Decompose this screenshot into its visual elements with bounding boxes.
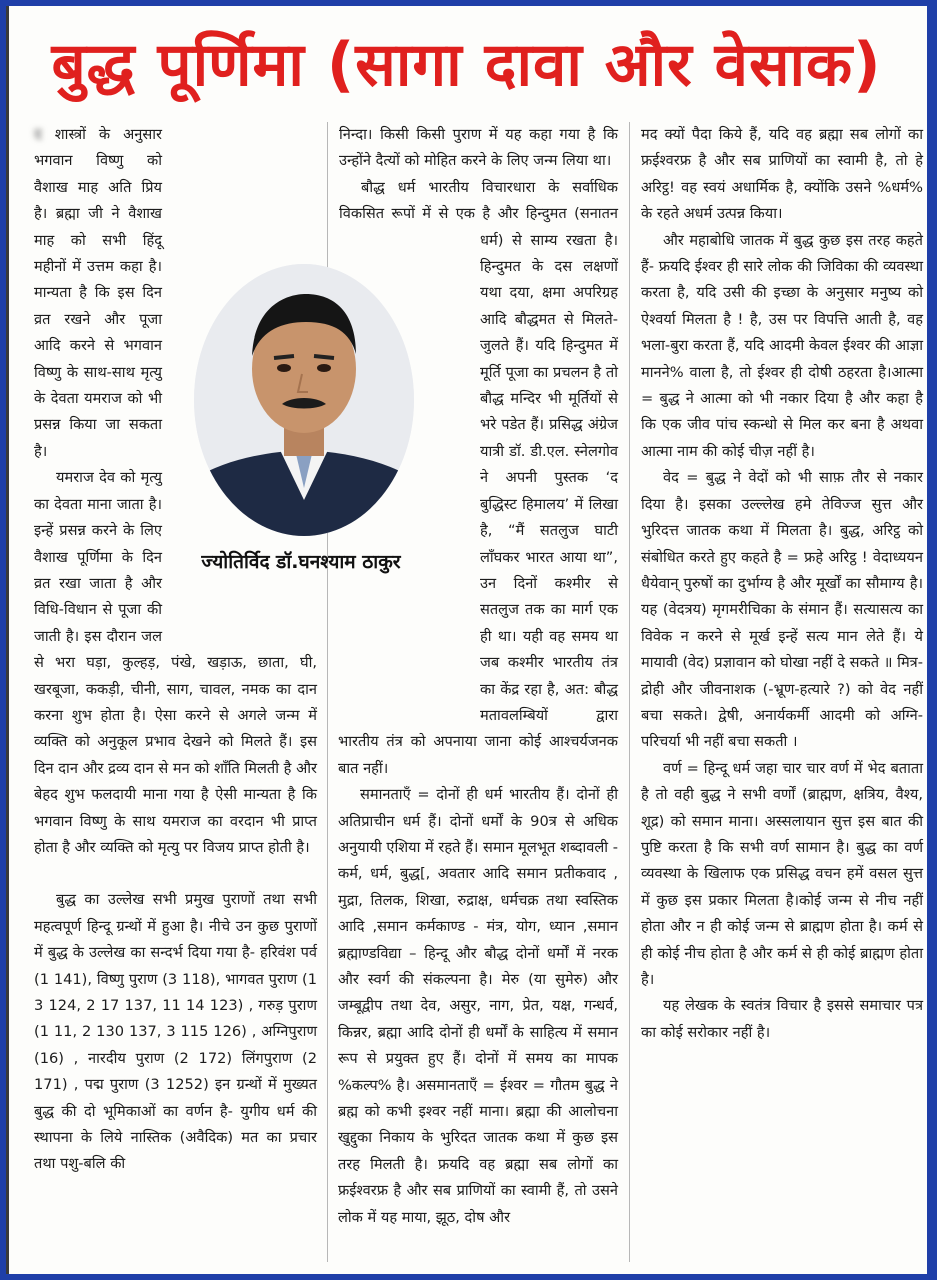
column-divider (629, 122, 630, 1262)
headline: बुद्ध पूर्णिमा (सागा दावा और वेसाक) (51, 30, 882, 100)
article-column-3 (641, 122, 923, 1046)
paragraph: यह लेखक के स्वतंत्र विचार है इससे समाचार पत्र का कोई सरोकार नहीं है। (641, 997, 923, 1041)
paragraph-lead: द (34, 126, 42, 143)
paragraph: मद क्यों पैदा किये हैं, यदि वह ब्रह्मा सब लोगों का फ्रईश्वरफ्र है और सब प्राणियों का स्वामी है, तो हे अरिट्ठ! वह स्वयं अधार्मिक है, क्योंकि उसने %धर्म% के रहते अधर्म उत्पन्न किया। (641, 126, 923, 223)
author-portrait-block (166, 264, 432, 594)
paragraph: समानताएँ = दोनों ही धर्म भारतीय हैं। दोनों ही अतिप्राचीन धर्म हैं। दोनों धर्मों के 90त्र से अधिक अनुयायी एशिया में रहते हैं। समान मूलभूत शब्दावली - कर्म, धर्म, बुद्ध[, अवतार आदि समान प्रतीकवाद , मुद्रा, तिलक, शिखा, रुद्राक्ष, धर्मचक्र तथा स्वस्तिक आदि ,समान कर्मकाण्ड - मंत्र, योग, ध्यान ,समान ब्रह्माण्डविद्या – हिन्दू और बौद्ध दोनों धर्मों में नरक और स्वर्ग की संकल्पना है। मेरु (या सुमेरु) और जम्बूद्वीप तथा देव, असुर, नाग, प्रेत, यक्ष, गन्धर्व, किन्नर, ब्रह्मा आदि दोनों ही धर्मों के साहित्य में समान रूप से प्रयुक्त हुए हैं। दोनों में समय का मापक %कल्प% है। असमानताएँ = ईश्वर = गौतम बुद्ध ने ब्रह्म को कभी इश्वर नहीं माना। ब्रह्मा की आलोचना खुद्दुका निकाय के भुरिदत जातक कथा में कुछ इस तरह मिलती है। फ्रयदि वह ब्रह्मा सब लोगों का फ्रईश्वरफ्र है और सब प्राणियों का स्वामी हैं, तो उसने लोक में यह माया, झूठ, दोष और (338, 786, 618, 1226)
paragraph: निन्दा। किसी किसी पुराण में यह कहा गया है कि उन्होंने दैत्यों को मोहित करने के लिए जन्म लिया था। (339, 126, 618, 170)
author-byline: ज्योतिर्विद डॉ.घनश्याम ठाकुर (201, 551, 401, 573)
author-photo-illustration (194, 264, 414, 536)
paragraph: बुद्ध का उल्लेख सभी प्रमुख पुराणों तथा सभी महत्वपूर्ण हिन्दू ग्रन्थों में हुआ है। नीचे उन कुछ पुराणों में बुद्ध के उल्लेख का सन्दर्भ दिया गया है- हरिवंश पर्व (1 141), विष्णु पुराण (3 118), भागवत पुराण (1 3 124, 2 17 137, 11 14 123) , गरुड़ पुराण (1 11, 2 130 137, 3 115 126) , अग्निपुराण (16) , नारदीय पुराण (2 172) लिंगपुराण (2 171) , पद्म पुराण (3 1252) इन ग्रन्थों में मुख्यत बुद्ध की दो भूमिकाओं का वर्णन है- युगीय धर्म की स्थापना के लिये नास्तिक (अवैदिक) मत का प्रचार तथा पशु-बलि की (34, 891, 317, 1173)
paragraph: यमराज देव को मृत्यु का देवता माना जाता है। इन्हें प्रसन्न करने के लिए वैशाख पूर्णिमा के दिन व्रत रखा जाता है और विधि-विधान से पूजा की जाती है। इस दौरान जल से भरा घड़ा, कुल्हड़, पंखे, खड़ाऊ, छाता, घी, खरबूजा, ककड़ी, चीनी, साग, चावल, नमक का दान करना शुभ होता है। ऐसा करने से अगले जन्म में व्यक्ति को अनुकूल प्रभाव देखने को मिलते हैं। इस दिन दान और द्रव्य दान से मन को शाँति मिलती है और बेहद शुभ फलदायी माना गया है ऐसी मान्यता है कि भगवान विष्णु के साथ यमराज का वरदान भी प्राप्त होता है और व्यक्ति को मृत्यु पर विजय प्राप्त होती है। (34, 469, 317, 856)
page-edge (6, 6, 9, 1274)
paragraph: और महाबोधि जातक में बुद्ध कुछ इस तरह कहते हैं- फ्रयदि ईश्वर ही सारे लोक की जिविका की व्यवस्था करता है, यदि उसी की इच्छा के अनुसार मनुष्य को ऐश्वर्या मिलता है ! है, उस पर विपत्ति आती है, वह भला-बुरा करता हैं, यदि आदमी केवल ईश्वर की आज्ञा मानने% वाला है, तो ईश्वर ही दोषी ठहरता है।आत्मा = बुद्ध ने आत्मा को भी नकार दिया है और कहा है कि एक जीव पांच स्कन्धो से मिल कर बना है अथवा आत्मा नाम की कोई चीज़ नहीं है। (641, 231, 923, 460)
paragraph: वर्ण = हिन्दू धर्म जहा चार चार वर्ण में भेद बताता है तो वही बुद्ध ने सभी वर्णों (ब्राह्मण, क्षत्रिय, वैश्य, शूद्र) को समान माना। अस्सलायान सुत्त इस बात की पुष्टि करता है कि सभी वर्ण सामान है। बुद्ध का वर्ण व्यवस्था के खिलाफ एक प्रसिद्ध वचन हमें वसल सुत्त में कुछ इस प्रकार मिलता है।कोई जन्म से नीच नहीं होता और न ही कोई जन्म से ब्राह्मण होता है। कर्म से ही कोई नीच होता है और कर्म से ही कोई ब्राह्मण होता है। (641, 759, 923, 988)
author-photo (194, 264, 414, 536)
paragraph: वेद = बुद्ध ने वेदों को भी साफ़ तौर से नकार दिया है। इसका उल्ल्लेख हमे तेविज्ज सुत्त और भुरिदत्त जातक कथा में मिलता है। बुद्ध, अरिट्ठ को संबोधित करते हुए कहते है = फ्रहे अरिट्ठ ! वेदाध्ययन धैयेवान् पुरुषों का दुर्भाग्य है और मूर्खों का सौमाग्य है। यह (वेदत्रय) मृगमरीचिका के संमान हैं। सत्यासत्य का विवेक न करने से मूर्ख इन्हें सत्य मान लेते हैं। ये मायावी (वेद) प्रज्ञावान को घोखा नहीं दे सकते ॥ मित्र-द्रोही और जीवनाशक (-भ्रूण-हत्यारे ?) को वेद नहीं बचा सकते। द्वेषी, अनार्यकर्मी आदमी को अग्नि-परिचर्या भी नहीं बचा सकती । (641, 469, 923, 751)
paragraph: द शास्त्रों के अनुसार भगवान विष्णु को वैशाख माह अति प्रिय है। ब्रह्मा जी ने वैशाख माह को सभी हिंदू महीनों में उत्तम कहा है। मान्यता है कि इस दिन व्रत रखने और पूजा आदि करने से भगवान विष्णु के साथ-साथ मृत्यु के देवता यमराज को भी प्रसन्न किया जा सकता है। (34, 126, 162, 460)
paragraph: बौद्ध धर्म भारतीय विचारधारा के सर्वाधिक विकसित रूपों में से एक है और हिन्दुमत (सनातन धर्म) से साम्य रखता है। हिन्दुमत के दस लक्षणों यथा दया, क्षमा अपरिग्रह आदि बौद्धमत से मिलते-जुलते हैं। यदि हिन्दुमत में मूर्ति पूजा का प्रचलन है तो बौद्ध मन्दिर भी मूर्तियों से भरे पडेत हैं। प्रसिद्ध अंग्रेज यात्री डॉ. डी.एल. स्नेलगोव ने अपनी पुस्तक ‘द बुद्धिस्ट हिमालय’ में लिखा है, “मैं सतलुज घाटी लाँघकर भारत आया था”, उन दिनों कश्मीर से सतलुज तक का मार्ग एक ही था। यही वह समय था जब कश्मीर भारतीय तंत्र का केंद्र रहा है, अत: बौद्ध मतावलम्बियों द्वारा भारतीय तंत्र को अपनाया जाना कोई आश्चर्यजनक बात नहीं। (338, 178, 618, 777)
